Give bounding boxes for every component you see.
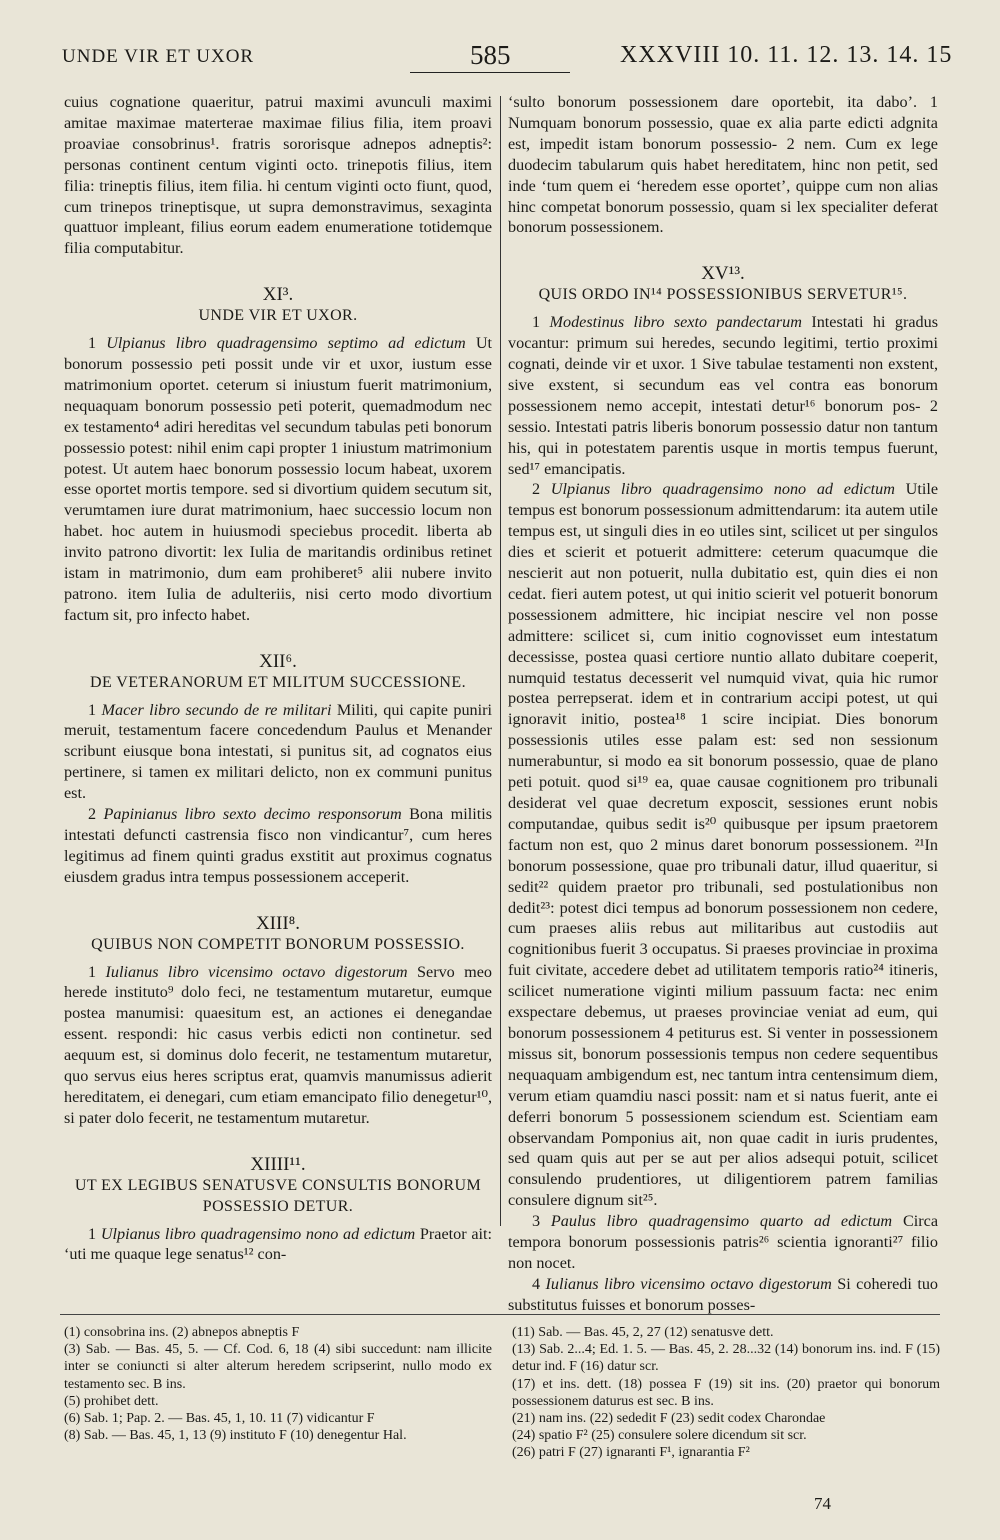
fragment-number: 2 (532, 480, 541, 499)
fragment-author: Ulpianus libro quadragensimo nono ad edictum (550, 480, 895, 499)
signature-mark: 74 (814, 1494, 831, 1513)
fragment-xii-2 (64, 804, 492, 888)
fragment-text: Militi, qui capite puniri meruit, testamentum facere concedendum Paulus et Menander scribunt eiusque bona intestati, si punitus sit, ad cognatos eius pertinere, si tamen ex militari delicto, non ex communi punitus est. (64, 700, 493, 803)
footnote-line: (21) nam ins. (22) sededit F (23) sedit codex Charondae (512, 1411, 826, 1427)
fragment-text: Circa tempora bonorum possessionis patris²⁶ scientia ignoranti²⁷ filio non nocet. (508, 1212, 939, 1272)
header-rule (410, 72, 570, 73)
fragment-xv-3 (508, 1211, 938, 1274)
fragment-xiii-1 (64, 962, 492, 1129)
footnote-line: (17) et ins. dett. (18) possea F (19) sit ins. (20) praetor qui bonorum possessionem daturus est sec. B ins. (512, 1376, 940, 1409)
title-xiii: QUIBUS NON COMPETIT BONORUM POSSESSIO. (91, 935, 465, 953)
fragment-text: Intestati hi gradus vocantur: primum sui heredes, secundo legitimi, tertio proximi cognati, deinde vir et uxor. 1 Sive tabulae testamenti non exstent, sive exstent, si secundum eas vel contra eas bonorum possessionem nemo accepit, intestati detur¹⁶ bonorum pos- 2 sessio. Intestati patris liberis bonorum possessio datur non tantum his, qui in potestatem parentis usque in mortis tempus fuerunt, sed¹⁷ emancipatis. (508, 313, 939, 478)
title-number-xiii: XIII⁸. (255, 912, 301, 934)
fragment-author: Paulus libro quadragensimo quarto ad edictum (550, 1212, 893, 1231)
fragment-number: 1 (88, 334, 97, 353)
footnote-line: (11) Sab. — Bas. 45, 2, 27 (12) senatusve dett. (512, 1325, 774, 1340)
left-column (64, 92, 492, 1265)
footnote-line: (8) Sab. — Bas. 45, 1, 13 (9) instituto F (10) denegentur Hal. (64, 1428, 407, 1444)
fragment-author: Modestinus libro sexto pandectarum (549, 313, 802, 332)
column-divider (500, 96, 501, 1226)
fragment-text: Praetor ait: ‘uti me quaque lege senatus¹² con- (64, 1224, 493, 1264)
fragment-author: Iulianus libro vicensimo octavo digestorum (545, 1274, 832, 1293)
title-number-xv: XV¹³. (701, 263, 745, 285)
intro-paragraph: cuius cognatione quaeritur, patrui maximi avunculi maximi amitae maximae materterae maximae filius filia, item proavi proaviae consobrinus¹. fratris sororisque adnepos adneptis²: personas continent centum viginti octo. trinepotis filius, item filia: trineptis filius, item filia. hi centum viginti octo fiunt, quod, cum trinepos trineptisque, ut supra demonstravimus, sexaginta quattuor impleant, filius eorum eadem enumeratione totidemque filia computabitur. (64, 93, 492, 258)
fragment-author: Ulpianus libro quadragensimo nono ad edictum (100, 1224, 416, 1243)
fragment-author: Papinianus libro sexto decimo responsorum (103, 805, 402, 824)
title-xi: UNDE VIR ET UXOR. (198, 307, 358, 325)
fragment-number: 1 (532, 313, 541, 332)
footnote-line: (6) Sab. 1; Pap. 2. — Bas. 45, 1, 10. 11 (7) vidicantur F (64, 1411, 375, 1427)
fragment-text: Utile tempus est bonorum possessionum admittendarum: ita autem utile tempus est, ut singuli dies in eo utiles sint, scilicet ut per singulos dies et scierit et potuerit admittere: ceterum quacumque die nescierit aut non potuerit, nulla dubitatio est, quin dies ei non cedat. fieri autem potest, ut qui initio scierit vel potuerit bonorum possessionem admittere, hic incipiat nescire vel non posse admittere: scilicet si, cum initio cognovisset eum intestatum decessisse, postea quasi certiore nuntio allato dubitare coeperit, numquid testatus decesserit vel numquid vivat, quia hic rumor postea perrepserat. idem et in contrarium accipi potest, ut qui ignoravit initio, postea¹⁸ 1 scire incipiat. Dies bonorum possessionis utiles esse palam est: sed non sessionum numerabuntur, si modo ea sit bonorum possessio, quae de plano peti potuit. quod si¹⁹ ea, quae causae cognitionem pro tribunali desiderat vel quae decretum exposcit, sessiones erunt nobis computandae, quibus sedit is²⁰ quibusque per ipsum praetorem factum non est, quo 2 minus daret bonorum possessionem. ²¹In bonorum possessione, quae pro tribunali datur, illud quaeritur, si sedit²² quidem praetor pro tribunali, sed postulationibus non dedit²³: potest dici tempus ad bonorum possessionem non cedere, cum praeses aliis rebus aut militaribus aut custodiis aut cognitionibus fuerit 3 occupatus. Si praeses provinciae in proxima fuit civitate, accedere debet ad utilitatem temporis ratio²⁴ itineris, scilicet numeratione viginti milium passuum facta: nec enim exspectare debemus, ut praeses provinciae veniat ad eum, qui bonorum possessionem 4 petiturus est. Si venter in possessionem missus sit, bonorum possessionis tempus non cedere sequentibus nequaquam ambigendum est, nec tantum intra centensimum diem, verum etiam quamdiu nasci possit: nam et si natus fuerit, ante ei deferri bonorum 5 possessionem sciendum est. Scientiam eam observandam Pomponius ait, non quae cadit in iuris prudentes, sed quam quis aut per se aut per alios adsequi potuit, scilicet consulendo prudentiores, ut diligentiorem patrem familias consulere dignum sit²⁵. (508, 480, 939, 1210)
fragment-number: 2 (88, 805, 97, 824)
title-xiiii: UT EX LEGIBUS SENATUSVE CONSULTIS BONORUM POSSESSIO DETUR. (74, 1176, 482, 1215)
footnotes-right (512, 1324, 940, 1462)
right-column (508, 92, 938, 1316)
fragment-xv-4 (508, 1274, 938, 1316)
footnote-line: (13) Sab. 2...4; Ed. 1. 5. — Bas. 45, 2. 28...32 (14) bonorum ins. ind. F (15) detur ind. F (16) datur scr. (512, 1342, 940, 1375)
title-number-xiiii: XIIII¹¹. (250, 1153, 306, 1175)
fragment-author: Ulpianus libro quadragensimo septimo ad edictum (106, 334, 466, 353)
footnote-line: (5) prohibet dett. (64, 1393, 159, 1409)
section-reference: XXXVIII 10. 11. 12. 13. 14. 15 (620, 42, 953, 68)
fragment-author: Macer libro secundo de re militari (101, 700, 332, 719)
footnotes-left (64, 1324, 492, 1444)
fragment-text: Bona militis intestati defuncti castrensia fisco non vindicantur⁷, cum heres legitimus ad finem quinti gradus exstitit aut proximus cognatus eiusdem gradus intra tempus possessionem acceperit. (64, 805, 493, 886)
fragment-xiiii-1 (64, 1224, 492, 1266)
footnote-rule (60, 1314, 940, 1315)
running-title: UNDE VIR ET UXOR (62, 46, 255, 67)
running-header (0, 40, 1000, 80)
fragment-xv-1 (508, 312, 938, 479)
footnote-line: (24) spatio F² (25) consulere solere dicendum sit scr. (512, 1428, 807, 1444)
footnote-line: (26) patri F (27) ignaranti F¹, ignarantia F² (512, 1445, 750, 1461)
title-xii: DE VETERANORUM ET MILITUM SUCCESSIONE. (90, 673, 466, 691)
footnote-line: (3) Sab. — Bas. 45, 5. — Cf. Cod. 6, 18 (4) sibi succedunt: nam illicite inter se coniuncti si alter alterum heredem scripserint, nullo modo ex testamento sec. B ins. (64, 1342, 492, 1392)
fragment-text: Si coheredi tuo substitutus fuisses et bonorum posses- (508, 1274, 939, 1314)
fragment-xv-2 (508, 479, 938, 1211)
fragment-text: Ut bonorum possessio peti possit unde vir et uxor, iustum esse matrimonium oportet. ceterum si iniustum fuerit matrimonium, nequaquam bonorum possessio peti poterit, quemadmodum nec ex testamento⁴ adiri hereditas vel secundum tabulas peti bonorum possessio potest: nihil enim capi propter 1 iniustum matrimonium potest. Ut autem haec bonorum possessio locum habeat, uxorem esse oportet mortis tempore. sed si divortium quidem secutum sit, verumtamen iure durat matrimonium, haec successio locum non habet. hoc autem in huiusmodi speciebus procedit. liberta ab invito patrono divortit: lex Iulia de maritandis ordinibus retinet istam in matrimonio, dum eam prohiberet⁵ alii nubere invito patrono. item Iulia de adulteriis, nisi certo modo divortium factum sit, pro infecto habet. (64, 334, 493, 624)
continuation-paragraph: ‘sulto bonorum possessionem dare oportebit, ita dabo’. 1 Numquam bonorum possessio, quae ex alia parte edicti adgnita est, impedit istam bonorum possessio- 2 nem. Cum ex lege duodecim tabularum quis habet hereditatem, hinc non petit, sed inde ‘tum quem ei ‘heredem esse oportet’, quippe cum non alias hinc competat bonorum possessio, quam si lex specialiter deferat bonorum possessionem. (508, 93, 938, 237)
page-number: 585 (470, 40, 511, 70)
fragment-number: 1 (88, 700, 97, 719)
fragment-xi-1 (64, 333, 492, 626)
footnote-line: (1) consobrina ins. (2) abnepos abneptis F (64, 1325, 300, 1340)
title-number-xi: XI³. (262, 284, 294, 306)
fragment-number: 1 (88, 1224, 97, 1243)
fragment-xii-1 (64, 700, 492, 805)
fragment-number: 4 (532, 1274, 541, 1293)
fragment-author: Iulianus libro vicensimo octavo digestorum (105, 962, 408, 981)
title-xv: QUIS ORDO IN¹⁴ POSSESSIONIBUS SERVETUR¹⁵. (538, 286, 908, 304)
title-number-xii: XII⁶. (259, 650, 297, 672)
fragment-number: 3 (532, 1212, 541, 1231)
fragment-text: Servo meo herede instituto⁹ dolo feci, ne testamentum mutaretur, eumque postea manumisi: quaesitum est, an actiones ei denegandae essent. respondi: hic casus verbis edicti non continetur. sed aequum est, si dominus dolo fecerit, ne testamentum mutaretur, quo servus eius heres scriptus erat, quamvis manumissus adierit hereditatem, ei denegari, cum etiam emancipato filio denegetur¹⁰, si pater dolo fecerit, ne testamentum mutaretur. (64, 962, 493, 1127)
fragment-number: 1 (88, 962, 97, 981)
